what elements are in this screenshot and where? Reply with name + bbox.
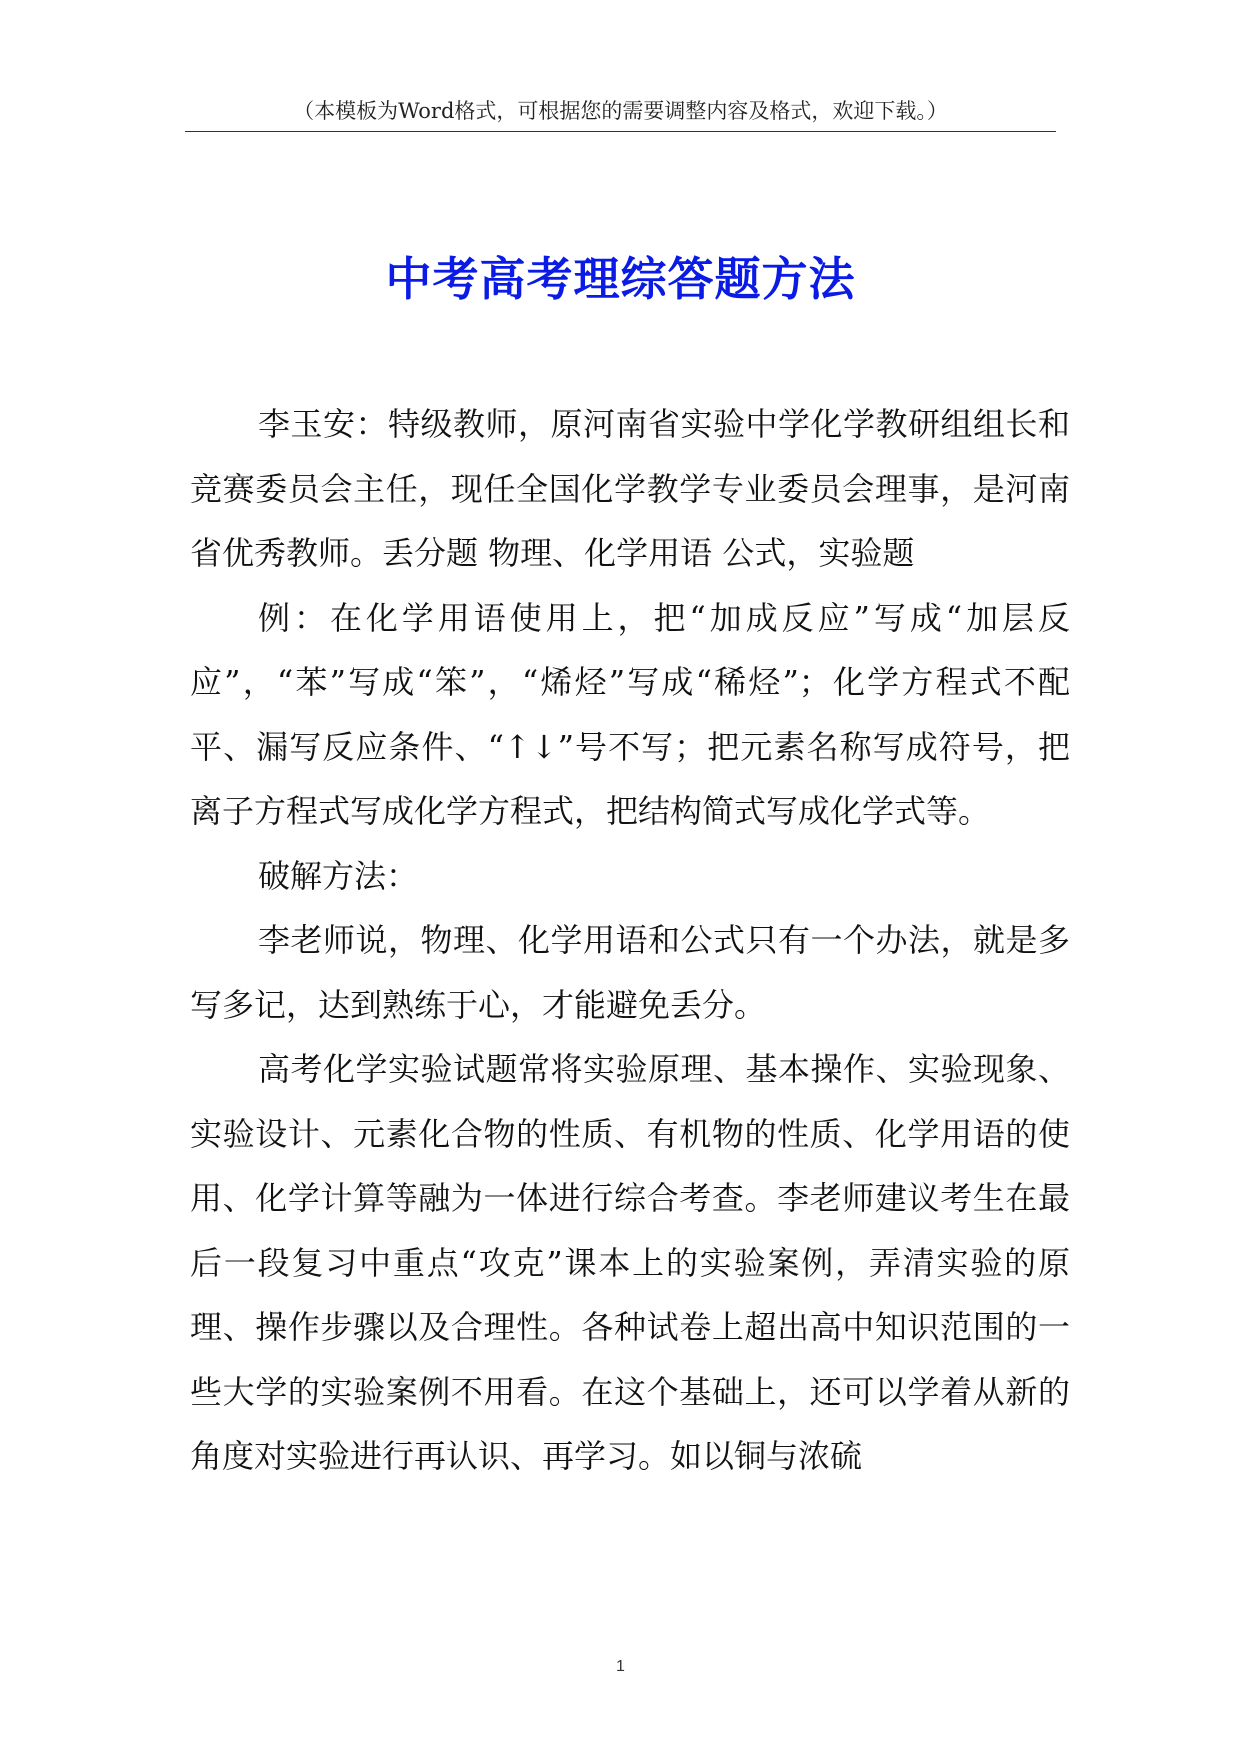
paragraph-solution-heading: 破解方法： xyxy=(258,856,419,895)
header-note: （本模板为Word格式，可根据您的需要调整内容及格式，欢迎下载。） xyxy=(293,99,948,123)
document-body xyxy=(190,392,1070,1489)
document-title: 中考高考理综答题方法 xyxy=(385,251,856,306)
paragraph-example: 例：在化学用语使用上，把“加成反应”写成“加层反应”，“苯”写成“笨”，“烯烃”写成“稀烃”；化学方程式不配平、漏写反应条件、“↑↓”号不写；把元素名称写成符号，把离子方程式写成化学方程式，把结构简式写成化学式等。 xyxy=(190,598,1070,830)
header-divider xyxy=(185,131,1056,132)
paragraph-author-intro: 李玉安：特级教师，原河南省实验中学化学教研组组长和竞赛委员会主任，现任全国化学教学专业委员会理事，是河南省优秀教师。丢分题 物理、化学用语 公式，实验题 xyxy=(190,405,1070,572)
paragraph-experiment-review: 高考化学实验试题常将实验原理、基本操作、实验现象、实验设计、元素化合物的性质、有机物的性质、化学用语的使用、化学计算等融为一体进行综合考查。李老师建议考生在最后一段复习中重点“攻克”课本上的实验案例，弄清实验的原理、操作步骤以及合理性。各种试卷上超出高中知识范围的一些大学的实验案例不用看。在这个基础上，还可以学着从新的角度对实验进行再认识、再学习。如以铜与浓硫 xyxy=(190,1050,1070,1475)
paragraph-solution-advice: 李老师说，物理、化学用语和公式只有一个办法，就是多写多记，达到熟练于心，才能避免丢分。 xyxy=(190,921,1070,1024)
page-number: 1 xyxy=(616,1658,625,1675)
